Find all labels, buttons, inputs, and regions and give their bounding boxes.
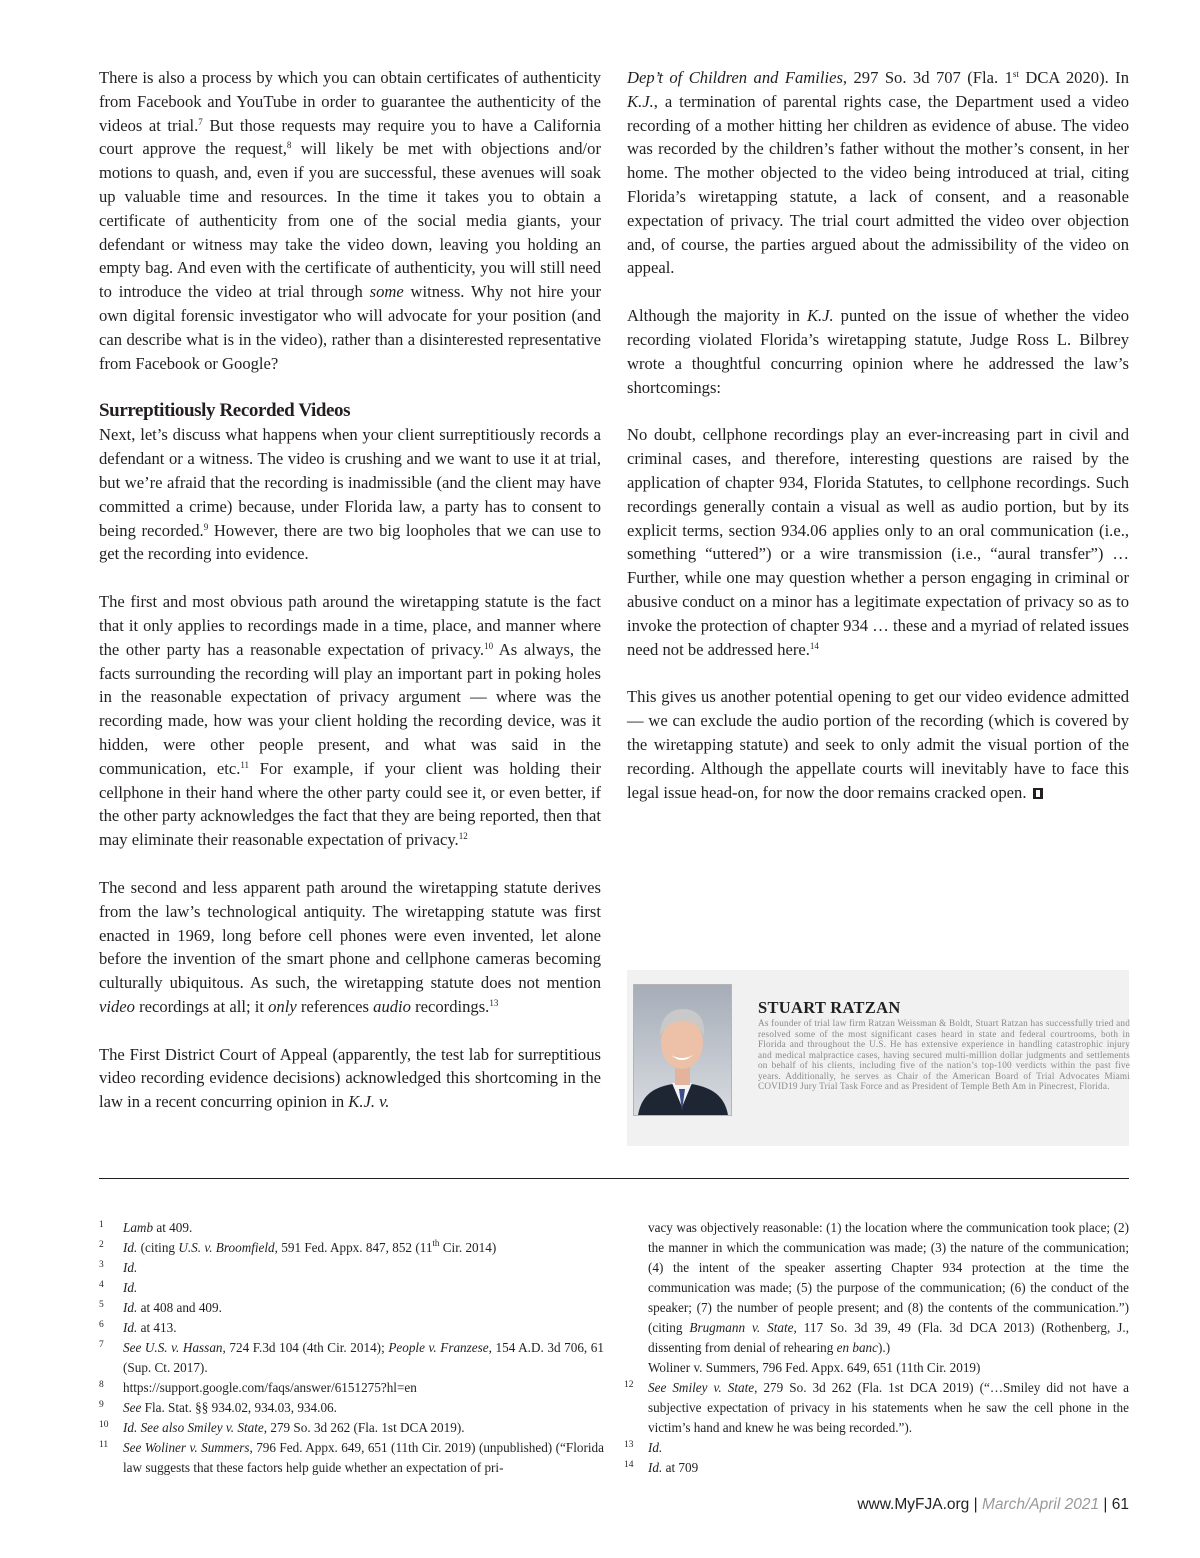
footnote-divider (99, 1178, 1129, 1179)
body-paragraph: This gives us another potential opening to get our video evidence admitted — we can exclude the audio portion of the recording (which is covered by the wiretapping statute) and seek to only admit the visual portion of the recording. Although the appellate courts will inevitably have to face this legal issue head-on, for now the door remains cracked open. (627, 687, 1129, 802)
author-photo (633, 984, 732, 1116)
author-bio-box (627, 970, 1129, 1146)
footnote: 10 Id. See also Smiley v. State, 279 So. 3d 262 (Fla. 1st DCA 2019). (99, 1420, 465, 1435)
footnote: 11 See Woliner v. Summers, 796 Fed. Appx. 649, 651 (11th Cir. 2019) (unpublished) (“Florida law suggests that these factors help guide whether an expectation of pri- (99, 1440, 604, 1475)
footnote-ref[interactable]: 10 (484, 640, 494, 651)
body-paragraph: The first and most obvious path around the wiretapping statute is the fact that it only applies to recordings made in a time, place, and manner where the other party has a reasonable expectation of privacy.$^{10}$ As always, the facts surrounding the recording will play an important part in poking holes in the reasonable expectation of privacy argument — where was the recording made, how was your client holding the recording device, was it hidden, were other people present, and what was said in the communication, etc.$^{11}$ For example, if your client was holding their cellphone in their hand where the other party could see it, or even better, if the other party acknowledges the fact that they are being reported, then that may eliminate their reasonable expectation of privacy.$^{12}$ (99, 592, 601, 850)
footnote: 8 https://support.google.com/faqs/answer/6151275?hl=en (99, 1380, 417, 1395)
footnote: 12 See Smiley v. State, 279 So. 3d 262 (Fla. 1st DCA 2019) (“…Smiley did not have a subjective expectation of privacy in his statements when he saw the cell phone in the victim’s hand and knew he was being recorded.”). (624, 1380, 1129, 1435)
author-name: STUART RATZAN (758, 998, 901, 1017)
footnote: 4 Id. (99, 1280, 138, 1295)
body-paragraph: The First District Court of Appeal (apparently, the test lab for surreptitious video recording evidence decisions) acknowledged this shortcoming in the law in a recent concurring opinion in K.J. v. (99, 1044, 601, 1112)
footnote: 13 Id. (624, 1440, 663, 1455)
footnote-ref[interactable]: 14 (809, 640, 819, 651)
footnotes-left (99, 1218, 604, 1478)
footnote-continuation: vacy was objectively reasonable: (1) the location where the communication took place; (2) the manner in which the communication was made; (3) the nature of the communication; (4) the intent of the speaker asserting Chapter 934 protection at the time the communication was made; (5) the purpose of the communication; (6) the conduct of the speaker; (7) the number of people present; and (8) the contents of the communication.”) (citing Brugmann v. State, 117 So. 3d 39, 49 (Fla. 3d DCA 2013) (Rothenberg, J., dissenting from denial of rehearing en banc).) Woliner v. Summers, 796 Fed. Appx. 649, 651 (11th Cir. 2019) (648, 1220, 1129, 1375)
footnote-ref[interactable]: 7 (198, 116, 203, 127)
footnote-ref[interactable]: 11 (240, 759, 250, 770)
footnote: 3 Id. (99, 1260, 138, 1275)
author-description: As founder of trial law firm Ratzan Weissman & Boldt, Stuart Ratzan has successfully tried and resolved some of the most significant cases heard in state and federal courtrooms, both in Florida and throughout the U.S. He has extensive experience in handling catastrophic injury and medical malpractice cases, having secured multi-million dollar judgments and settlements on behalf of his clients, including five of the nation’s top-100 verdicts within the past five years. Additionally, he serves as Chair of the American Board of Trial Advocates Miami COVID19 Jury Trial Task Force and as President of Temple Beth Am in Pinecrest, Florida. (758, 1018, 1130, 1091)
footnote-ref[interactable]: 13 (489, 997, 499, 1008)
section-heading: Surreptitiously Recorded Videos (99, 400, 351, 422)
headshot-icon (634, 985, 731, 1115)
footnote-ref[interactable]: 8 (286, 140, 292, 151)
footnote: 2 Id. (citing U.S. v. Broomfield, 591 Fed. Appx. 847, 852 (11th Cir. 2014) (99, 1238, 497, 1255)
block-quote: No doubt, cellphone recordings play an ever-increasing part in civil and criminal cases, and therefore, interesting questions are raised by the application of chapter 934, Florida Statutes, to cellphone recordings. Such recordings generally contain a visual as well as audio portion, but by its explicit terms, section 934.06 applies only to an oral communication (i.e., something “uttered”) or a wire transmission (i.e., “aural transfer”) … Further, while one may question whether a person engaging in criminal or abusive conduct on a minor has a legitimate expectation of privacy so as to invoke the protection of chapter 934 … these and a myriad of related issues need not be addressed here.$^{14}$ (627, 425, 1129, 659)
footnote: 14 Id. at 709 (624, 1460, 699, 1475)
page-number: 61 (1111, 1496, 1129, 1513)
issue-date: March/April 2021 (981, 1496, 1100, 1513)
body-paragraph: Next, let’s discuss what happens when your client surreptitiously records a defendant or a witness. The video is crushing and we want to use it at trial, but we’re afraid that the recording is inadmissible (and the client may have committed a crime) because, under Florida law, a party has to consent to being recorded.$^9$ However, there are two big loopholes that we can use to get the recording into evidence. (99, 425, 601, 564)
page-footer: www.MyFJA.org | March/April 2021 | 61 (857, 1496, 1129, 1513)
end-of-article-icon (1033, 788, 1043, 799)
footnotes-right (624, 1218, 1129, 1478)
body-paragraph: There is also a process by which you can obtain certificates of authenticity from Facebook and YouTube in order to guarantee the authenticity of the videos at trial.$^7$ But those requests may require you to have a California court approve the request,$^8$ will likely be met with objections and/or motions to quash, and, even if you are successful, these avenues will soak up valuable time and resources. In the time it takes you to obtain a certificate of authenticity from one of the social media giants, your defendant or witness may take the video down, leaving you holding an empty bag. And even with the certificate of authenticity, you will still need to introduce the video at trial through some witness. Why not hire your own digital forensic investigator who will advocate for your position (and can describe what is in the video), rather than a disinterested representative from Facebook or Google? (99, 68, 602, 373)
footnote-ref[interactable]: 12 (458, 831, 468, 842)
footnote-ref[interactable]: 9 (203, 521, 209, 532)
site-link[interactable]: www.MyFJA.org (857, 1496, 970, 1513)
body-paragraph: Although the majority in K.J. punted on the issue of whether the video recording violated Florida’s wiretapping statute, Judge Ross L. Bilbrey wrote a thoughtful concurring opinion where he addressed the law’s shortcomings: (627, 306, 1130, 397)
left-column (99, 66, 601, 1138)
footnote: 5 Id. at 408 and 409. (99, 1300, 222, 1315)
body-paragraph: The second and less apparent path around the wiretapping statute derives from the law’s technological antiquity. The wiretapping statute was first enacted in 1969, long before cell phones were even invented, let alone before the invention of the smart phone and cellphone cameras becoming culturally ubiquitous. As such, the wiretapping statute does not mention video recordings at all; it only references audio recordings.$^{13}$ (99, 877, 601, 1016)
footnote-link[interactable]: https://support.google.com/faqs/answer/6151275?hl=en (123, 1380, 417, 1395)
footnote: 9 See Fla. Stat. §§ 934.02, 934.03, 934.06. (99, 1400, 337, 1415)
body-paragraph: Dep’t of Children and Families, 297 So. 3d 707 (Fla. 1st DCA 2020). In K.J., a termination of parental rights case, the Department used a video recording of a mother hitting her children as evidence of abuse. The video was recorded by the children’s father without the mother’s consent, in her home. The mother objected to the video being introduced at trial, citing Florida’s wiretapping statute, a lack of consent, and a reasonable expectation of privacy. The trial court admitted the video over objection and, of course, the parties argued about the admissibility of the video on appeal. (627, 68, 1130, 278)
footnote: 6 Id. at 413. (99, 1320, 177, 1335)
author-bio-text (758, 998, 1130, 1092)
right-column (627, 66, 1129, 828)
footnote: 7 See U.S. v. Hassan, 724 F.3d 104 (4th Cir. 2014); People v. Franzese, 154 A.D. 3d 706, 61 (Sup. Ct. 2017). (99, 1340, 604, 1375)
footnote: 1 Lamb at 409. (99, 1220, 193, 1235)
